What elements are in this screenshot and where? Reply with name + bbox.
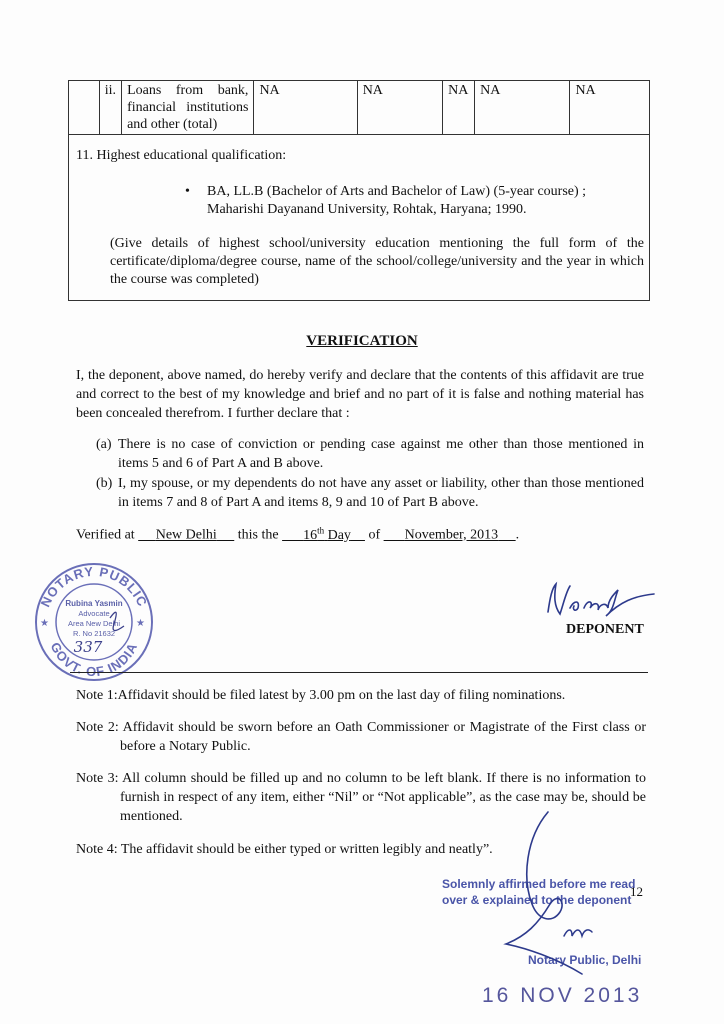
declaration-label: (a) xyxy=(96,437,112,452)
attestation-line: over & explained to the deponent xyxy=(442,893,632,907)
verification-title: VERIFICATION xyxy=(306,333,418,349)
divider xyxy=(70,672,648,673)
of-label: of xyxy=(368,527,381,543)
notary-seal xyxy=(28,560,158,682)
note-text: Affidavit should be sworn before an Oath Commissioner or Magistrate of the First class or before a Notary Public. xyxy=(120,720,646,754)
table-cell-empty xyxy=(69,81,100,135)
seal-ring-top: NOTARY PUBLIC xyxy=(37,563,151,610)
date-stamp: 16 NOV 2013 xyxy=(482,984,643,1007)
note-item xyxy=(76,686,646,705)
notary-public-label: Notary Public, Delhi xyxy=(528,953,642,967)
verified-month-year: November, 2013 xyxy=(404,527,499,543)
table-cell: NA xyxy=(475,81,570,135)
verified-at-label: Verified at xyxy=(76,527,135,543)
qualification-detail xyxy=(207,183,607,219)
declaration-text: I, my spouse, or my dependents do not have any asset or liability, other than those mentioned in items 7 and 8 of Part A and items 8, 9 and 10 of Part B above. xyxy=(118,476,644,510)
seal-handwritten-number: 337 xyxy=(73,638,103,656)
declaration-item xyxy=(96,474,644,512)
table-cell: NA xyxy=(357,81,442,135)
note-text: The affidavit should be either typed or written legibly and neatly”. xyxy=(120,842,493,857)
note-label: Note 1: xyxy=(76,688,118,703)
deponent-label: DEPONENT xyxy=(566,622,644,637)
seal-name: Rubina Yasmin xyxy=(65,599,123,608)
table-cell: NA xyxy=(570,81,650,135)
qualification-instruction: (Give details of highest school/university education mentioning the full form of the certificate/diploma/degree course, name of the school/college/university and the year in which the course was completed) xyxy=(110,236,644,287)
deponent-signature xyxy=(540,578,660,622)
svg-text:★: ★ xyxy=(40,618,49,629)
note-label: Note 2: xyxy=(76,720,119,735)
seal-area: Area New Delhi xyxy=(67,619,121,628)
note-label: Note 3: xyxy=(76,771,119,786)
attestation-line: Solemnly affirmed before me read xyxy=(442,877,636,891)
verified-day: 16th Day xyxy=(303,525,351,543)
qualification-heading: 11. Highest educational qualification: xyxy=(76,148,287,163)
table-cell: NA xyxy=(254,81,357,135)
table-row xyxy=(69,81,650,135)
svg-text:★: ★ xyxy=(136,618,145,629)
declaration-item xyxy=(96,435,644,473)
verified-at-line: Verified at New Delhi this the 16th Day of November, 2013 . xyxy=(76,525,520,543)
verification-paragraph: I, the deponent, above named, do hereby verify and declare that the contents of this affidavit are true and correct to the best of my knowledge and brief and no part of it is false and nothing material has been concealed therefrom. I further declare that : xyxy=(76,368,644,421)
this-the-label: this the xyxy=(237,527,279,543)
page-number: 12 xyxy=(630,884,643,899)
verified-place: New Delhi xyxy=(155,527,217,543)
qualification-degree: BA, LL.B (Bachelor of Arts and Bachelor of Law) (5-year course) ; xyxy=(207,184,587,199)
seal-reg: R. No 21632 xyxy=(72,629,116,638)
note-label: Note 4: xyxy=(76,842,118,857)
declaration-text: There is no case of conviction or pending case against me other than those mentioned in items 5 and 6 of Part A and B above. xyxy=(118,437,644,471)
seal-ring-bottom: GOVT. OF INDIA xyxy=(47,639,141,680)
note-item xyxy=(76,718,646,756)
note-text: All column should be filled up and no column to be left blank. If there is no information to furnish in respect of any item, either “Nil” or “Not applicable”, as the case may be, should be mentioned. xyxy=(120,771,646,824)
declaration-label: (b) xyxy=(96,476,113,491)
qualification-university: Maharishi Dayanand University, Rohtak, Haryana; 1990. xyxy=(207,202,527,217)
table-row-label: Loans from bank, financial institutions and other (total) xyxy=(122,81,254,135)
seal-role: Advocate xyxy=(78,609,110,618)
bullet-icon: • xyxy=(185,184,190,199)
assets-table xyxy=(68,80,650,135)
note-text: Affidavit should be filed latest by 3.00 pm on the last day of filing nominations. xyxy=(117,688,566,703)
table-row-number: ii. xyxy=(99,81,121,135)
table-cell: NA xyxy=(443,81,475,135)
notary-signature xyxy=(486,808,606,978)
